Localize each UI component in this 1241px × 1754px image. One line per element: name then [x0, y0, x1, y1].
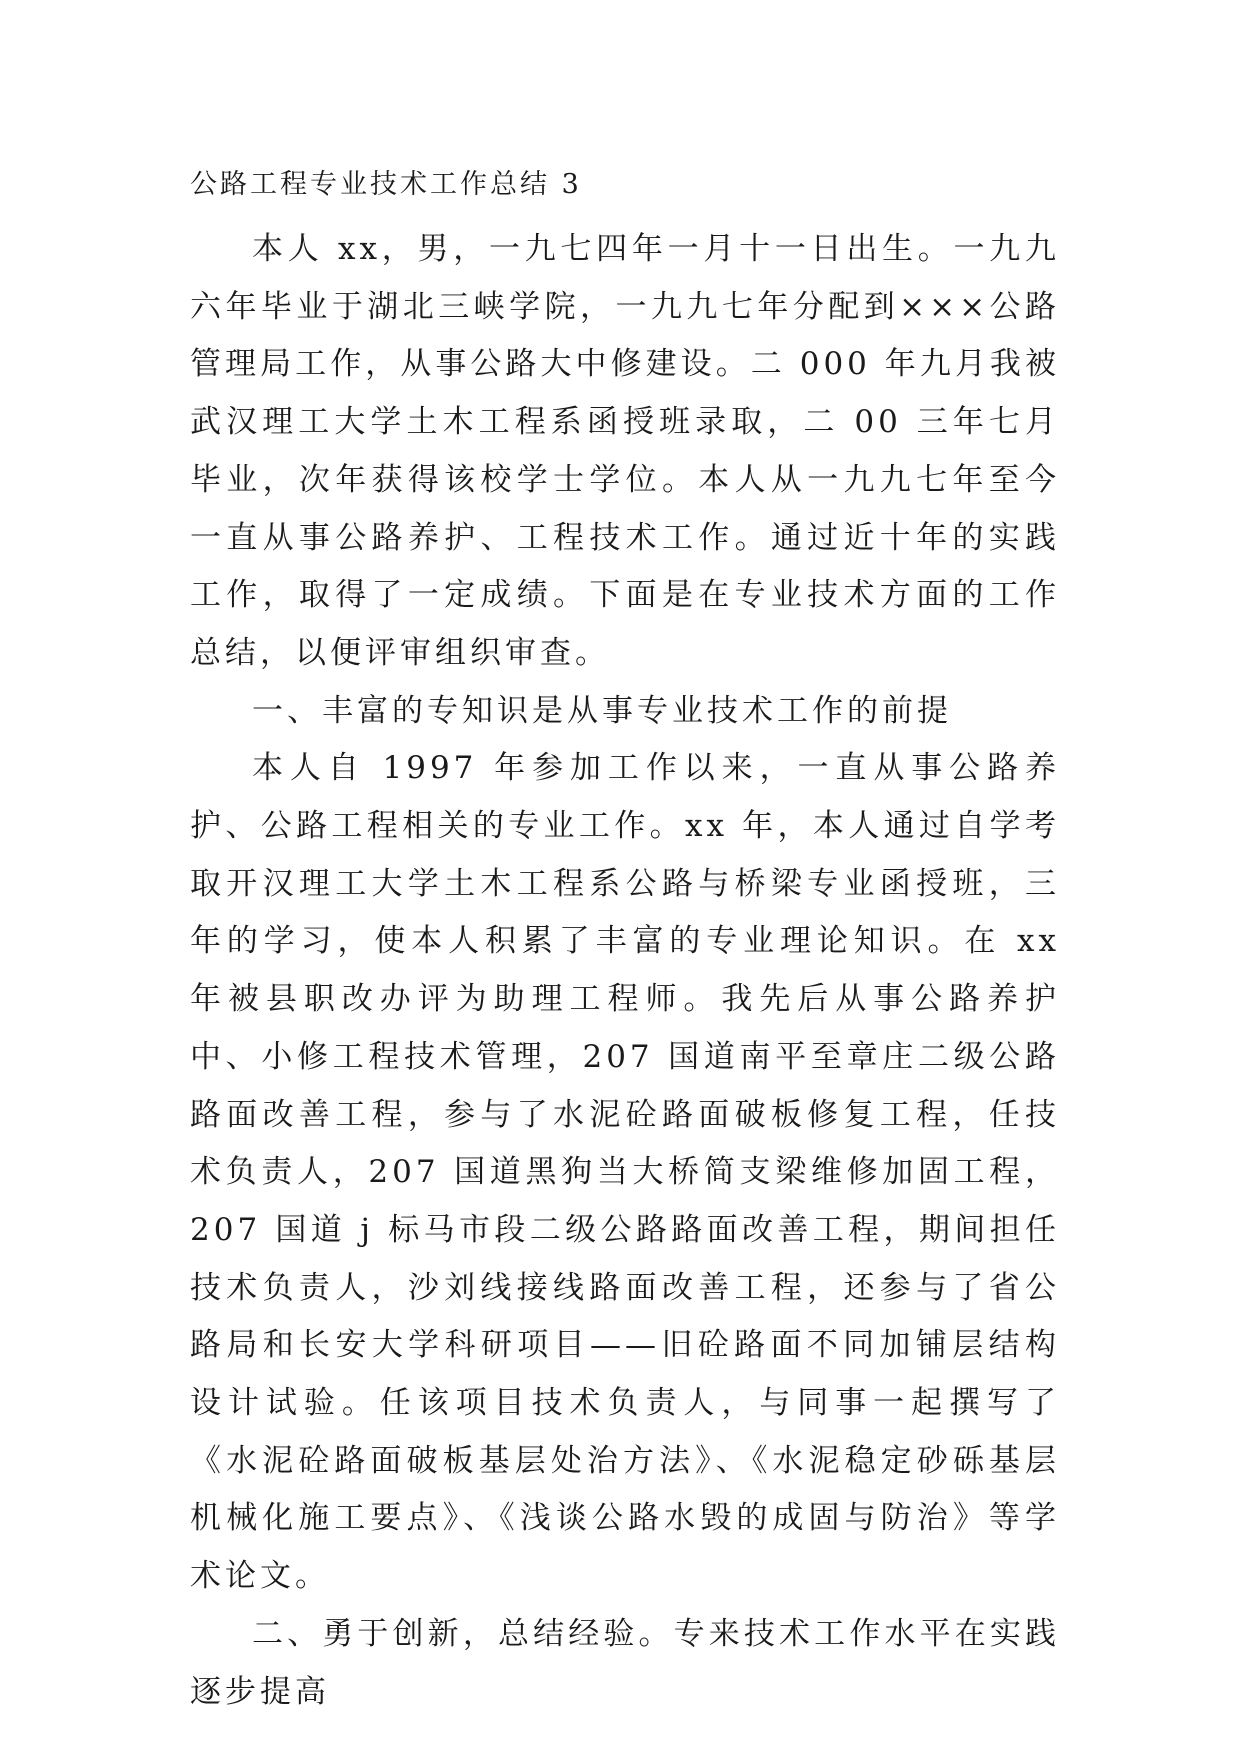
paragraph-intro: 本人 xx，男，一九七四年一月十一日出生。一九九六年毕业于湖北三峡学院，一九九七年分配到×××公路管理局工作，从事公路大中修建设。二 000 年九月我被武汉理工大学土木工程系函授班录取，二 00 三年七月毕业，次年获得该校学士学位。本人从一九九七年至今一直从事公路养护、工程技术工作。通过近十年的实践工作，取得了一定成绩。下面是在专业技术方面的工作总结，以便评审组织审查。 [190, 231, 1060, 671]
document-title: 公路工程专业技术工作总结 3 [190, 169, 582, 200]
paragraph-section-1: 本人自 1997 年参加工作以来，一直从事公路养护、公路工程相关的专业工作。xx 年，本人通过自学考取开汉理工大学土木工程系公路与桥梁专业函授班，三年的学习，使本人积累了丰富的专业理论知识。在 xx 年被县职改办评为助理工程师。我先后从事公路养护中、小修工程技术管理，207 国道南平至章庄二级公路路面改善工程，参与了水泥砼路面破板修复工程，任技术负责人，207 国道黑狗当大桥简支梁维修加固工程，207 国道 j 标马市段二级公路路面改善工程，期间担任技术负责人，沙刘线接线路面改善工程，还参与了省公路局和长安大学科研项目——旧砼路面不同加铺层结构设计试验。任该项目技术负责人，与同事一起撰写了《水泥砼路面破板基层处治方法》、《水泥稳定砂砾基层机械化施工要点》、《浅谈公路水毁的成固与防治》等学术论文。 [190, 750, 1060, 1595]
document-body [190, 221, 1060, 1721]
section-heading-2: 二、勇于创新，总结经验。专来技术工作水平在实践逐步提高 [190, 1615, 1060, 1710]
section-heading-1: 一、丰富的专知识是从事专业技术工作的前提 [252, 692, 952, 729]
